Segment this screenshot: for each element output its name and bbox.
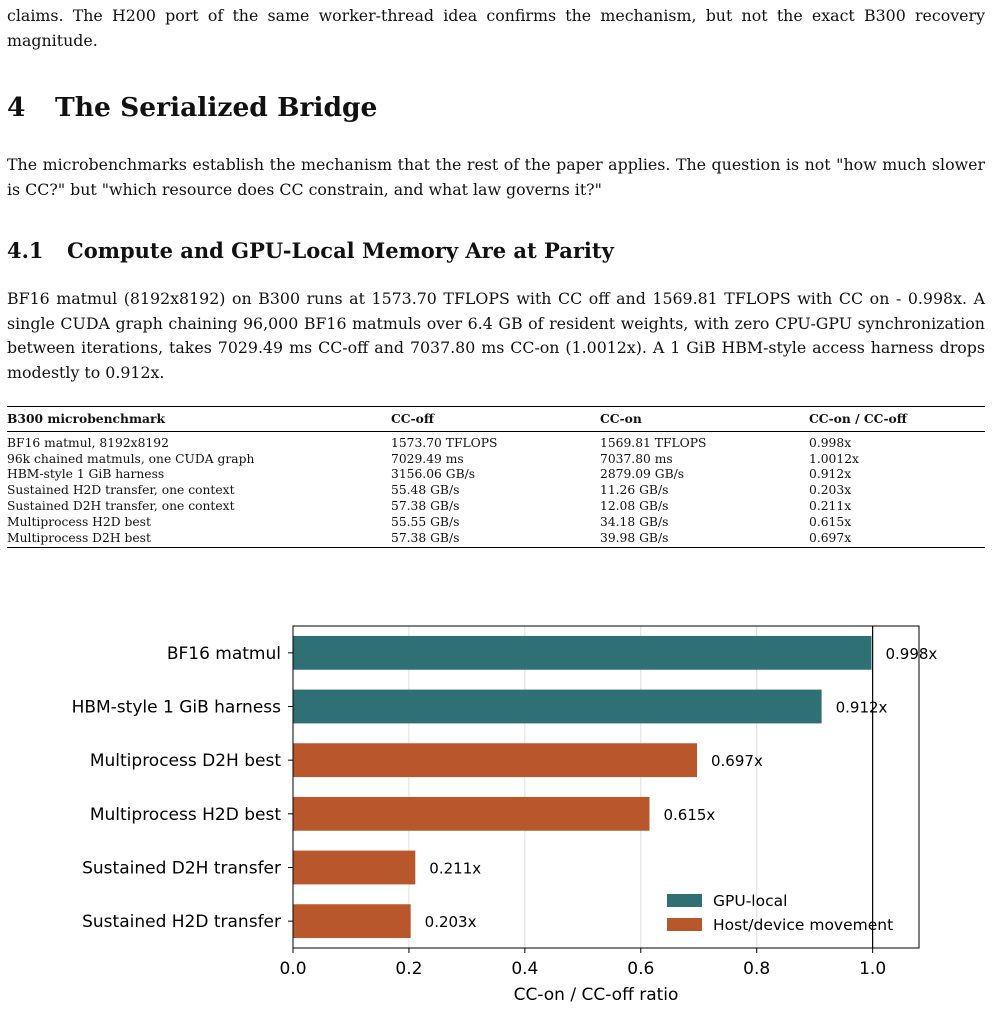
table-cell: 1573.70 TFLOPS (391, 435, 498, 450)
table-cell: 34.18 GB/s (600, 514, 669, 529)
table-row (7, 467, 985, 483)
table-cell: 2879.09 GB/s (600, 467, 685, 482)
table-cell: 0.912x (809, 467, 852, 482)
table-row (7, 431, 985, 451)
legend-swatch (667, 894, 702, 907)
category-label: Sustained H2D transfer (82, 912, 281, 933)
table-cell: 0.615x (809, 514, 852, 529)
x-tick-label: 0.4 (511, 959, 539, 979)
subsection-heading (7, 238, 614, 263)
table-cell: 1569.81 TFLOPS (600, 435, 707, 450)
table-row (7, 483, 985, 499)
table-header-cell: CC-on (600, 407, 809, 432)
subsection-paragraph: BF16 matmul (8192x8192) on B300 runs at 1573.70 TFLOPS with CC off and 1569.81 TFLOPS with CC on - 0.998x. A single CUDA graph chaining 96,000 BF16 matmuls over 6.4 GB of resident weights, with zero CPU-GPU synchronization between iterations, takes 7029.49 ms CC-off and 7037.80 ms CC-on (1.0012x). A 1 GiB HBM-style access harness drops modestly to 0.912x. (7, 289, 985, 382)
data-label: 0.912x (835, 698, 888, 717)
category-label: BF16 matmul (166, 643, 281, 664)
section-number: 4 (7, 92, 26, 123)
subsection-title: Compute and GPU-Local Memory Are at Parity (67, 238, 614, 263)
x-tick-label: 0.0 (279, 959, 307, 979)
category-label: HBM-style 1 GiB harness (71, 697, 281, 718)
table-row (7, 531, 985, 548)
table-cell: 57.38 GB/s (391, 498, 460, 513)
category-label: Multiprocess D2H best (89, 751, 281, 772)
data-label: 0.697x (711, 752, 763, 771)
section-heading (7, 92, 377, 123)
table-cell: 0.203x (809, 483, 852, 498)
section-title: The Serialized Bridge (55, 92, 378, 123)
bar (293, 636, 871, 670)
bar (293, 797, 649, 831)
table-cell: 12.08 GB/s (600, 498, 669, 513)
table-cell: Sustained D2H transfer, one context (7, 498, 235, 513)
table-cell: Sustained H2D transfer, one context (7, 483, 235, 498)
table-header-row (7, 407, 985, 432)
table-cell: 1.0012x (809, 451, 859, 466)
data-label: 0.211x (429, 859, 482, 878)
table-cell: 0.211x (809, 498, 852, 513)
table-row (7, 499, 985, 515)
table-cell: 96k chained matmuls, one CUDA graph (7, 451, 255, 466)
legend-swatch (667, 918, 702, 931)
table-cell: 55.48 GB/s (391, 483, 460, 498)
table-cell: 39.98 GB/s (600, 530, 669, 545)
table-cell: Multiprocess D2H best (7, 530, 151, 545)
table-header-cell: B300 microbenchmark (7, 407, 391, 432)
table-cell: 55.55 GB/s (391, 514, 460, 529)
x-tick-label: 0.8 (743, 959, 771, 979)
table-cell: 3156.06 GB/s (391, 467, 476, 482)
table-cell: 0.998x (809, 435, 852, 450)
ratio-bar-chart (0, 610, 992, 1009)
legend-label: GPU-local (713, 892, 788, 910)
data-label: 0.203x (424, 913, 477, 932)
plot-frame (293, 626, 919, 948)
table-row (7, 515, 985, 531)
table-cell: 7037.80 ms (600, 451, 673, 466)
benchmark-table (7, 406, 985, 548)
section-paragraph: The microbenchmarks establish the mechanism that the rest of the paper applies. The question is not "how much slower is CC?" but "which resource does CC constrain, and what law governs it?" (7, 155, 985, 199)
bar (293, 904, 411, 938)
bar (293, 743, 697, 777)
bar (293, 690, 822, 724)
table-cell: 0.697x (809, 530, 852, 545)
table-row (7, 452, 985, 468)
data-label: 0.615x (663, 805, 716, 824)
intro-paragraph: claims. The H200 port of the same worker-thread idea confirms the mechanism, but not the exact B300 recovery magnitude. (7, 6, 985, 50)
table-cell: 11.26 GB/s (600, 483, 669, 498)
table-cell: 57.38 GB/s (391, 530, 460, 545)
bar (293, 851, 415, 885)
category-label: Multiprocess H2D best (89, 804, 281, 825)
table-cell: BF16 matmul, 8192x8192 (7, 435, 169, 450)
data-label: 0.998x (885, 644, 938, 663)
x-tick-label: 0.2 (395, 959, 423, 979)
table-cell: 7029.49 ms (391, 451, 464, 466)
legend-label: Host/device movement (713, 916, 894, 934)
table-header-cell: CC-on / CC-off (809, 407, 985, 432)
table-cell: HBM-style 1 GiB harness (7, 467, 165, 482)
category-label: Sustained D2H transfer (82, 858, 281, 879)
x-tick-label: 1.0 (859, 959, 887, 979)
table-header-cell: CC-off (391, 407, 600, 432)
subsection-number: 4.1 (7, 238, 44, 263)
x-tick-label: 0.6 (627, 959, 655, 979)
table-cell: Multiprocess H2D best (7, 514, 151, 529)
x-axis-label: CC-on / CC-off ratio (513, 985, 679, 1005)
